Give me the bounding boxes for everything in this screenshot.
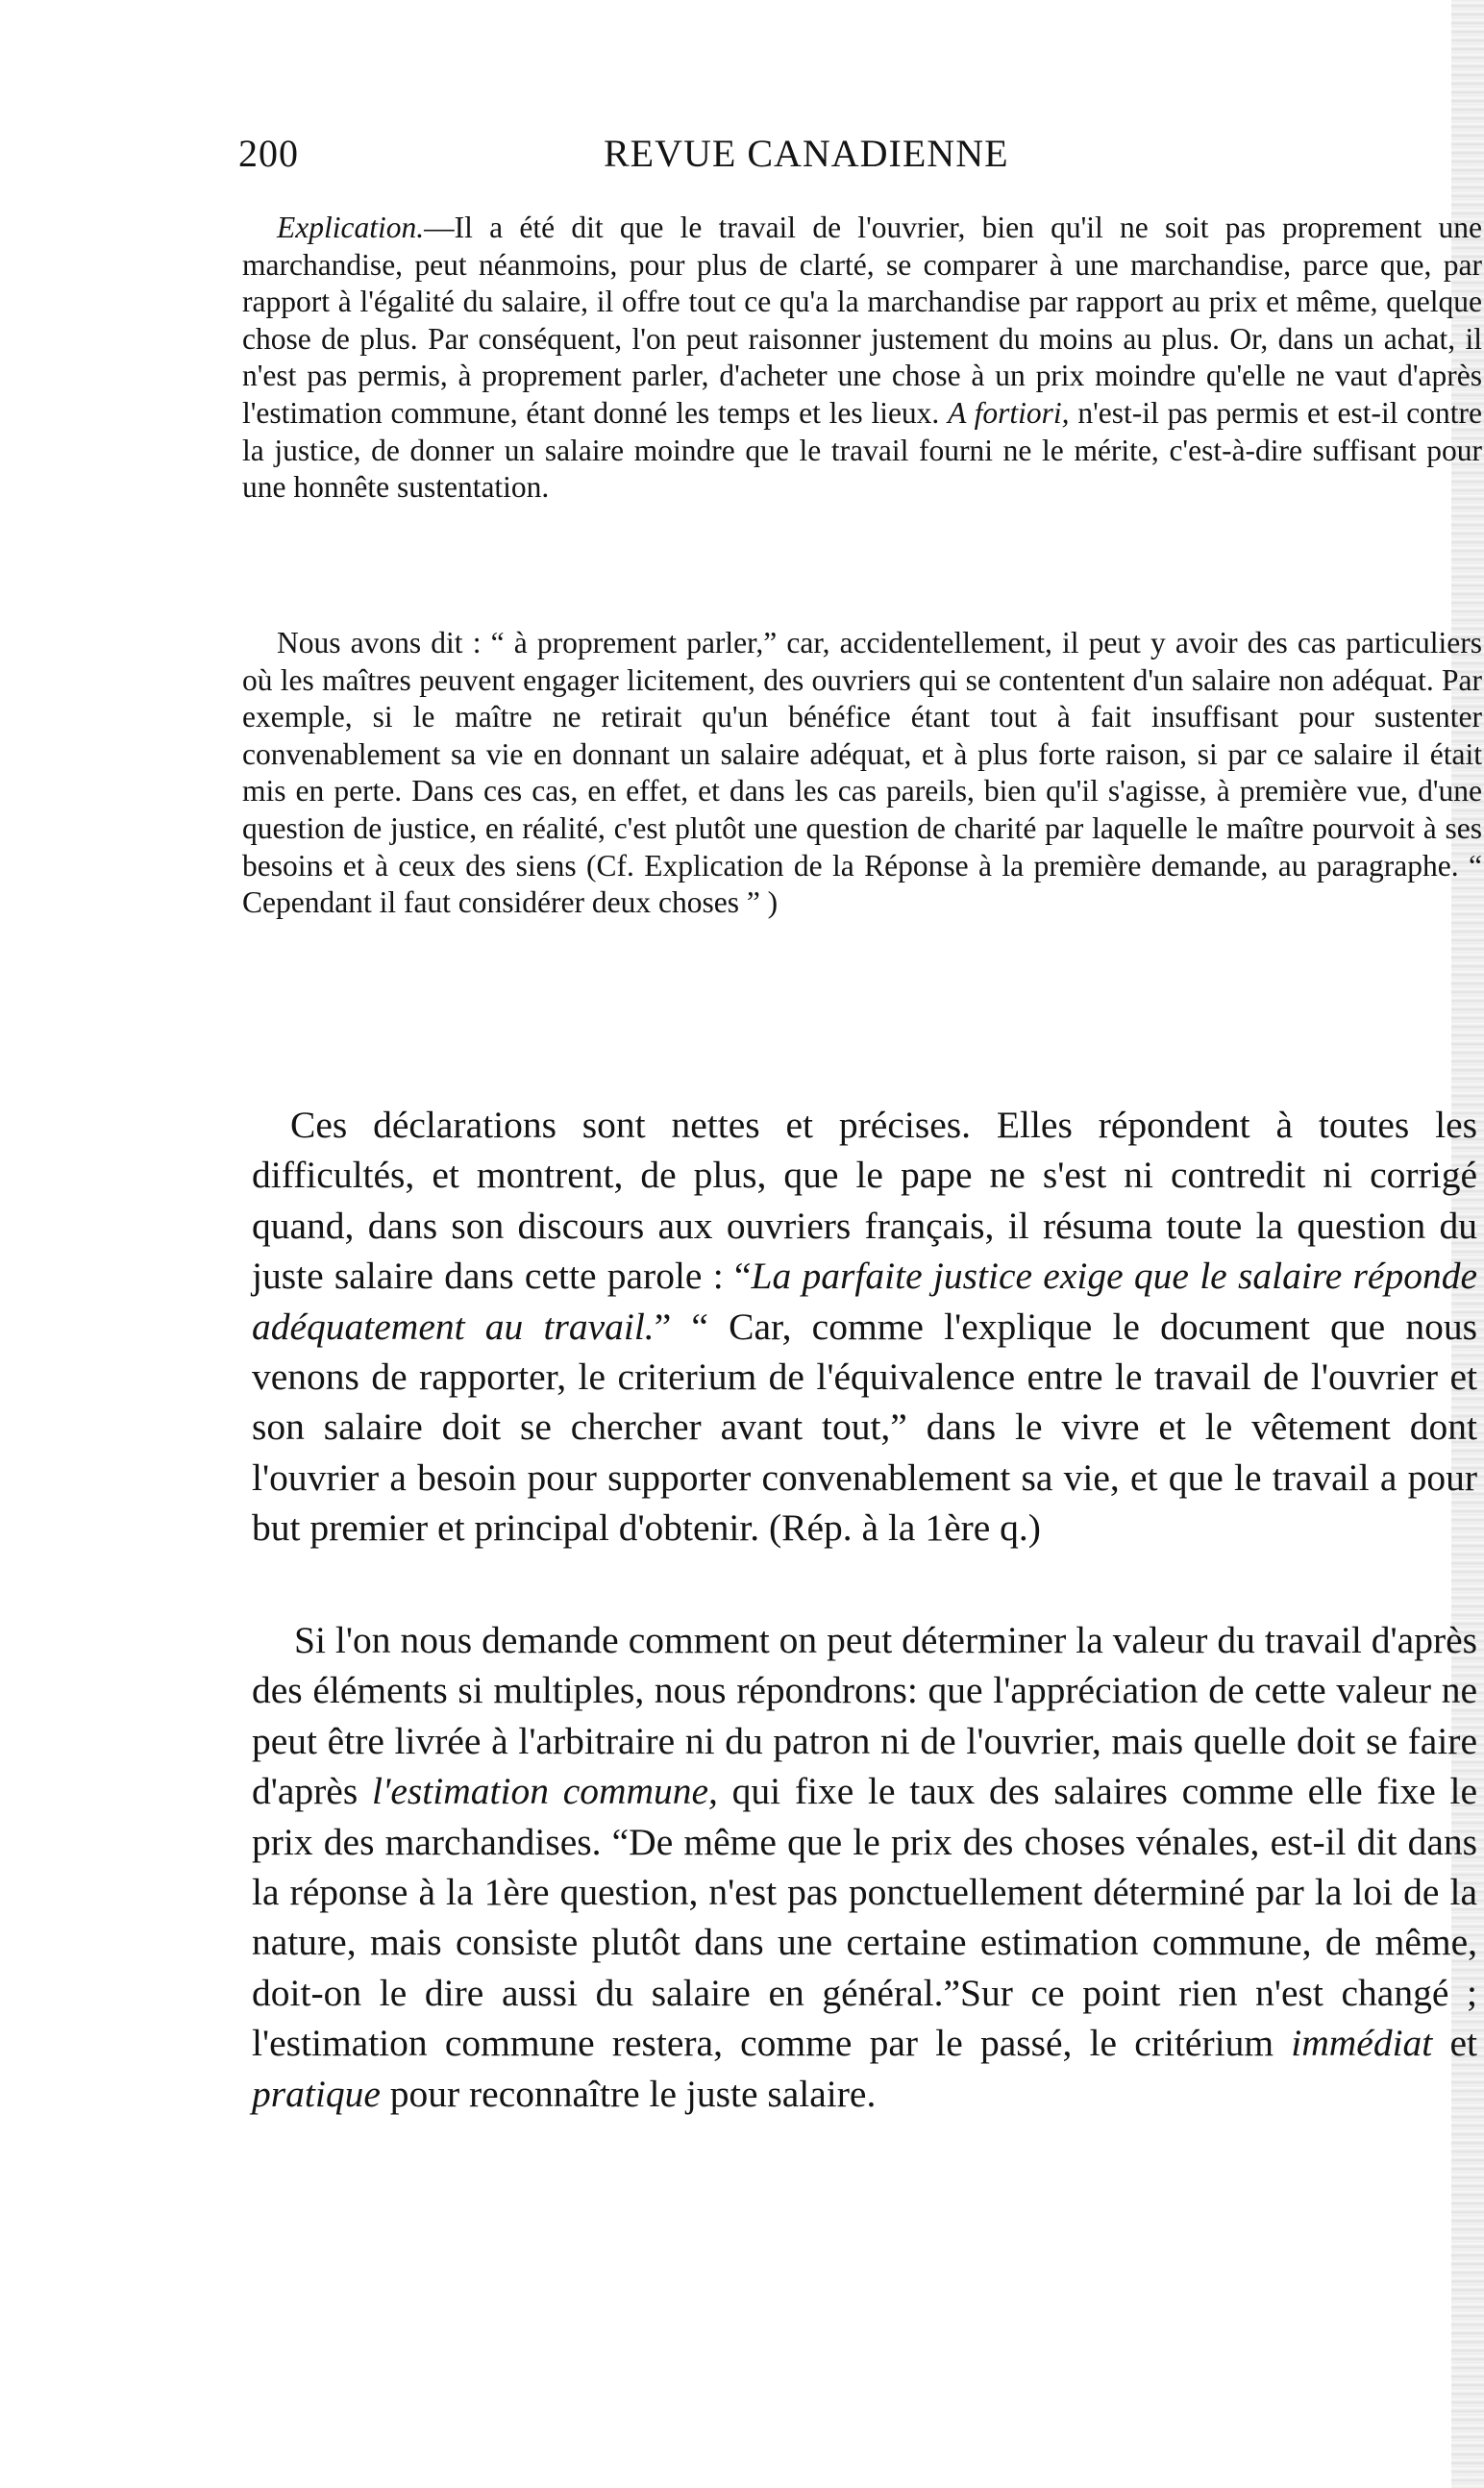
page-number: 200: [238, 132, 299, 175]
italic-phrase: l'estimation commune,: [371, 1770, 718, 1813]
papal-quote: La parfaite justice exige que le salaire réponde adéquatement au travail.: [252, 1255, 1477, 1348]
italic-word: pratique: [252, 2072, 381, 2115]
note-italic-phrase: A fortiori,: [948, 395, 1070, 430]
note-text: Nous avons dit : “ à proprement parler,” car, accidentellement, il peut y avoir des cas particuliers où les maîtres peuvent engager licitement, des ouvriers qui se contentent d'un salaire non adéquat. Par exemple, si le maître ne retirait qu'un bénéfice étant tout à fait insuffisant pour sustenter convenablement sa vie en donnant un salaire adéquat, et à plus forte raison, si par ce salaire il était mis en perte. Dans ces cas, en effet, et dans les cas pareils, bien qu'il s'agisse, à première vue, d'une question de justice, en réalité, c'est plutôt une question de charité par laquelle le maître pourvoit à ses besoins et à ceux des siens (Cf. Explication de la Réponse à la première demande, au paragraphe. “ Cependant il faut considérer deux choses ” ): [242, 626, 1482, 920]
proprement-parler-note: [242, 625, 1482, 922]
body-paragraph: [252, 1615, 1477, 2119]
explication-note: [242, 210, 1482, 507]
paragraph-text: Si l'on nous demande comment on peut déterminer la valeur du travail d'après des éléments si multiples, nous répondrons: que l'appréciation de cette valeur ne peut être livrée à l'arbitraire ni du patron ni de l'ouvrier, mais quelle doit se faire d'après: [252, 1619, 1477, 1813]
paragraph-text: qui fixe le taux des salaires comme elle fixe le prix des marchandises. “De même que le prix des choses vénales, est-il dit dans la réponse à la 1ère question, n'est pas ponctuellement déterminé par la loi de la nature, mais consiste plutôt dans une certaine estimation commune, de même, doit-on le dire aussi du salaire en général.”Sur ce point rien n'est changé ; l'estimation commune restera, comme par le passé, le critérium: [252, 1770, 1477, 2065]
running-head: [238, 131, 1478, 179]
body-paragraph: [252, 1100, 1477, 1554]
explication-label: Explication.: [277, 211, 425, 244]
note-text: —Il a été dit que le travail de l'ouvrier, bien qu'il ne soit pas proprement une marchandise, peut néanmoins, pour plus de clarté, se comparer à une marchandise, parce que, par rapport à l'égalité du salaire, il offre tout ce qu'a la marchandise par rapport au prix et même, quelque chose de plus. Par conséquent, l'on peut raisonner justement du moins au plus. Or, dans un achat, il n'est pas permis, à proprement parler, d'acheter une chose à un prix moindre qu'elle ne vaut d'après l'estimation commune, étant donné les temps et les lieux.: [242, 211, 1482, 430]
paragraph-text: ” “ Car, comme l'explique le document que nous venons de rapporter, le criterium de l'équivalence entre le travail de l'ouvrier et son salaire doit se chercher avant tout,” dans le vivre et le vêtement dont l'ouvrier a besoin pour supporter convenablement sa vie, et que le travail a pour but premier et principal d'obtenir. (Rép. à la 1ère q.): [252, 1305, 1477, 1550]
italic-word: immédiat: [1291, 2022, 1433, 2065]
paragraph-text: Ces déclarations sont nettes et précises. Elles répondent à toutes les difficultés, et montrent, de plus, que le pape ne s'est ni contredit ni corrigé quand, dans son discours aux ouvriers français, il résuma toute la question du juste salaire dans cette parole : “: [252, 1104, 1477, 1298]
note-text: n'est-il pas permis et est-il contre la justice, de donner un salaire moindre que le travail fourni ne le mérite, c'est-à-dire suffisant pour une honnête sustentation.: [242, 395, 1482, 505]
paragraph-text: pour reconnaître le juste salaire.: [380, 2072, 877, 2115]
paragraph-text: et: [1432, 2022, 1477, 2065]
running-title: REVUE CANADIENNE: [604, 132, 1009, 175]
